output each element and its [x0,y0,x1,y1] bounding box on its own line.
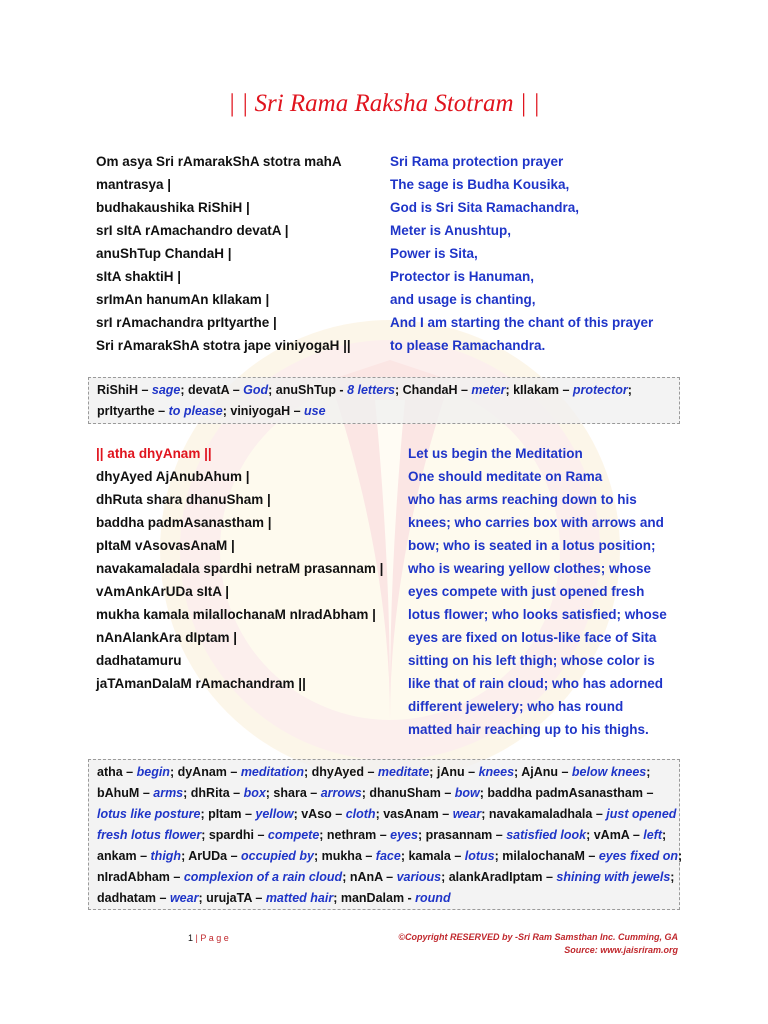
glossary-term: ; kIlakam – [505,383,573,397]
sanskrit-line: mantrasya | [96,177,172,192]
translation-line: eyes compete with just opened fresh [408,584,645,599]
glossary-term: ; AjAnu – [514,765,572,779]
translation-line: lotus flower; who looks satisfied; whose [408,607,667,622]
glossary-term: ; shara – [265,786,321,800]
glossary-term: ; devatA – [180,383,244,397]
glossary-box-dhyanam [88,759,683,910]
glossary-meaning: matted hair [265,891,334,905]
glossary-meaning: various [396,870,442,884]
translation-line: Let us begin the Meditation [408,446,583,461]
glossary-meaning: thigh [150,849,182,863]
glossary-meaning: use [304,404,326,418]
translation-line: like that of rain cloud; who has adorned [408,676,664,691]
glossary-line [97,888,671,909]
viniyoga-translation-column [390,150,653,357]
glossary-term: ; nAnA – [342,870,397,884]
glossary-meaning: complexion of a rain cloud [183,870,343,884]
translation-line: who is wearing yellow clothes; whose [408,561,652,576]
source-link[interactable]: Source: www.jaisriram.org [564,945,678,955]
sanskrit-line: nAnAlankAra dIptam | [96,630,238,645]
glossary-meaning: face [375,849,401,863]
glossary-term: ; ArUDa – [181,849,242,863]
glossary-meaning: round [415,891,451,905]
translation-line: Power is Sita, [390,246,478,261]
glossary-term: ; [678,849,683,863]
translation-line: Sri Rama protection prayer [390,154,564,169]
glossary-term: ; navakamaladhala – [481,807,607,821]
copyright-text: ©Copyright RESERVED by -Sri Ram Samsthan Inc. Cumming, GA [398,932,678,942]
glossary-meaning: compete [267,828,320,842]
glossary-term: ; vAmA – [586,828,644,842]
sanskrit-line: jaTAmanDalaM rAmachandram || [96,676,306,691]
translation-line: eyes are fixed on lotus-like face of Sita [408,630,657,645]
translation-line: sitting on his left thigh; whose color is [408,653,655,668]
glossary-term: ; manDalam - [333,891,416,905]
page-label: | P a g e [193,933,229,943]
glossary-meaning: meter [471,383,506,397]
sanskrit-line: srImAn hanumAn kIlakam | [96,292,270,307]
translation-line: to please Ramachandra. [390,338,546,353]
glossary-term: ; pItam – [200,807,256,821]
glossary-term: ; nethram – [319,828,391,842]
glossary-term: ; prasannam – [417,828,507,842]
glossary-term: nIradAbham – [97,870,184,884]
glossary-term: ; spardhi – [201,828,268,842]
glossary-meaning: fresh lotus flower [97,828,202,842]
glossary-line [97,783,671,804]
sanskrit-line: dhRuta shara dhanuSham | [96,492,271,507]
glossary-term: ; alankAradIptam – [441,870,557,884]
glossary-line [97,867,675,888]
glossary-line [97,825,671,846]
glossary-term: ; [627,383,632,397]
page-number [188,933,229,943]
glossary-meaning: protector [572,383,628,397]
translation-line: God is Sri Sita Ramachandra, [390,200,580,215]
sanskrit-line: srI sItA rAmachandro devatA | [96,223,289,238]
translation-line: who has arms reaching down to his [408,492,637,507]
translation-line: matted hair reaching up to his thighs. [408,722,649,737]
glossary-term: ; ChandaH – [395,383,472,397]
glossary-term: ; vAso – [293,807,346,821]
glossary-meaning: wear [452,807,482,821]
glossary-meaning: God [243,383,269,397]
glossary-meaning: yellow [255,807,294,821]
glossary-meaning: to please [168,404,223,418]
glossary-term: ankam – [97,849,151,863]
glossary-meaning: satisfied look [506,828,587,842]
page-title: | | Sri Rama Raksha Stotram | | [228,90,540,117]
sanskrit-line: anuShTup ChandaH | [96,246,232,261]
sanskrit-line: baddha padmAsanastham | [96,515,272,530]
translation-line: Protector is Hanuman, [390,269,535,284]
glossary-term: dadhatam – [97,891,170,905]
glossary-meaning: lotus [464,849,495,863]
glossary-meaning: arrows [320,786,362,800]
glossary-meaning: sage [151,383,181,397]
translation-line: and usage is chanting, [390,292,536,307]
glossary-term: RiShiH – [97,383,152,397]
glossary-meaning: bow [454,786,480,800]
copyright-notice [398,931,678,957]
sanskrit-line: srI rAmachandra prItyarthe | [96,315,277,330]
page-number-value: 1 [188,933,194,943]
glossary-meaning: shining with jewels [556,870,671,884]
glossary-box-viniyoga [88,377,680,424]
glossary-meaning: lotus like posture [97,807,201,821]
glossary-line [97,380,671,401]
glossary-meaning: meditate [377,765,430,779]
glossary-term: ; [662,828,667,842]
glossary-term: ; urujaTA – [198,891,266,905]
translation-line: Meter is Anushtup, [390,223,512,238]
glossary-line [97,401,671,422]
glossary-term: bAhuM – [97,786,154,800]
glossary-term: prItyarthe – [97,404,169,418]
glossary-term: ; baddha padmAsanastham – [479,786,654,800]
sanskrit-line: mukha kamala milallochanaM nIradAbham | [96,607,376,622]
glossary-term: ; dyAnam – [169,765,241,779]
glossary-term: ; vasAnam – [375,807,453,821]
sanskrit-line: navakamaladala spardhi netraM prasannam | [96,561,384,576]
glossary-meaning: just opened [606,807,677,821]
sanskrit-line: budhakaushika RiShiH | [96,200,250,215]
glossary-term: ; anuShTup - [268,383,348,397]
glossary-term: ; [670,870,675,884]
glossary-term: ; dhanuSham – [361,786,455,800]
viniyoga-sanskrit-column [96,150,351,357]
glossary-meaning: eyes [390,828,418,842]
glossary-term: ; dhRita – [183,786,244,800]
glossary-term: ; mukha – [313,849,376,863]
glossary-term: ; viniyogaH – [222,404,305,418]
glossary-meaning: left [643,828,663,842]
glossary-line [97,762,671,783]
glossary-meaning: occupied by [241,849,314,863]
translation-line: different jewelery; who has round [408,699,624,714]
glossary-meaning: meditation [240,765,305,779]
sanskrit-line: sItA shaktiH | [96,269,182,284]
sanskrit-line: dadhatamuru [96,653,182,668]
glossary-term: ; dhyAyed – [304,765,378,779]
glossary-term: atha – [97,765,137,779]
glossary-line [97,804,677,825]
glossary-term: ; jAnu – [429,765,479,779]
glossary-meaning: begin [136,765,170,779]
glossary-meaning: eyes fixed on [598,849,679,863]
glossary-meaning: cloth [345,807,376,821]
glossary-meaning: box [243,786,266,800]
glossary-meaning: arms [153,786,184,800]
translation-line: bow; who is seated in a lotus position; [408,538,656,553]
sanskrit-line: dhyAyed AjAnubAhum | [96,469,250,484]
glossary-term: ; [646,765,651,779]
glossary-term: ; kamala – [400,849,465,863]
glossary-meaning: knees [478,765,515,779]
glossary-meaning: below knees [571,765,647,779]
dhyanam-sanskrit-column [96,442,383,695]
glossary-term: ; milalochanaM – [494,849,599,863]
sanskrit-line: pItaM vAsovasAnaM | [96,538,235,553]
translation-line: One should meditate on Rama [408,469,603,484]
section-heading: || atha dhyAnam || [96,446,212,461]
translation-line: And I am starting the chant of this prayer [390,315,654,330]
glossary-line [97,846,683,867]
glossary-meaning: wear [169,891,199,905]
glossary-meaning: 8 letters [347,383,396,397]
sanskrit-line: vAmAnkArUDa sItA | [96,584,230,599]
sanskrit-line: Sri rAmarakShA stotra jape viniyogaH || [96,338,351,353]
translation-line: knees; who carries box with arrows and [408,515,664,530]
translation-line: The sage is Budha Kousika, [390,177,570,192]
sanskrit-line: Om asya Sri rAmarakShA stotra mahA [96,154,342,169]
dhyanam-translation-column [408,442,667,741]
